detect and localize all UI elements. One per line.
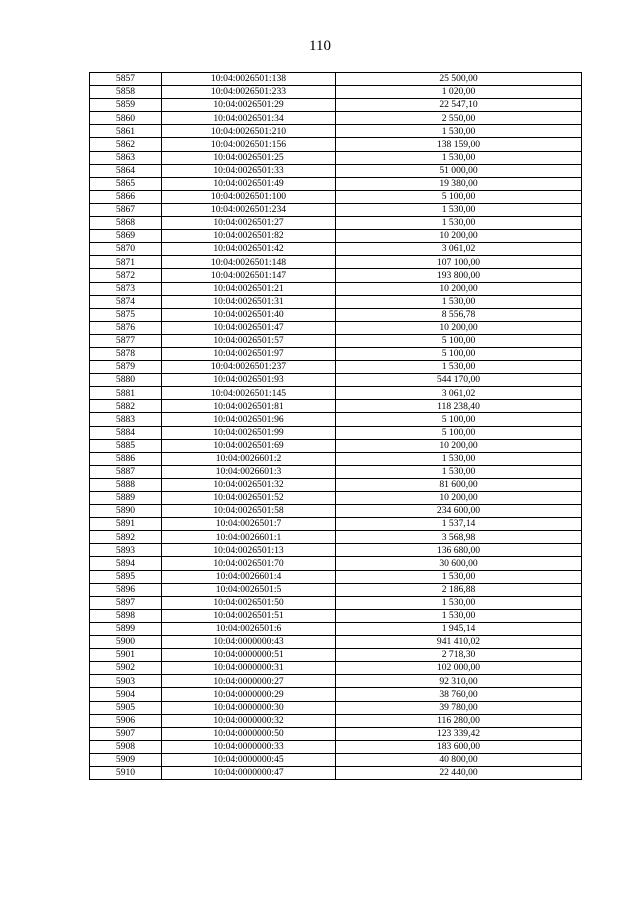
table-row: [90, 740, 582, 753]
cadastral-number-cell: 10:04:0000000:33: [162, 740, 336, 753]
table-row: [90, 86, 582, 99]
table-row: [90, 492, 582, 505]
cadastral-value-cell: 1 530,00: [336, 596, 582, 609]
cadastral-value-cell: 81 600,00: [336, 478, 582, 491]
row-number-cell: 5876: [90, 321, 162, 334]
cadastral-number-cell: 10:04:0026501:69: [162, 439, 336, 452]
cadastral-number-cell: 10:04:0026501:5: [162, 583, 336, 596]
table-row: [90, 439, 582, 452]
table-row: [90, 190, 582, 203]
row-number-cell: 5871: [90, 256, 162, 269]
table-row: [90, 518, 582, 531]
row-number-cell: 5899: [90, 622, 162, 635]
cadastral-value-cell: 2 550,00: [336, 112, 582, 125]
row-number-cell: 5892: [90, 531, 162, 544]
cadastral-value-cell: 193 800,00: [336, 269, 582, 282]
table-row: [90, 230, 582, 243]
cadastral-number-cell: 10:04:0026501:210: [162, 125, 336, 138]
row-number-cell: 5884: [90, 426, 162, 439]
row-number-cell: 5863: [90, 151, 162, 164]
table-row: [90, 675, 582, 688]
row-number-cell: 5894: [90, 557, 162, 570]
table-row: [90, 622, 582, 635]
cadastral-number-cell: 10:04:0026501:99: [162, 426, 336, 439]
row-number-cell: 5902: [90, 662, 162, 675]
table-row: [90, 387, 582, 400]
table-row: [90, 557, 582, 570]
cadastral-value-table: [89, 72, 582, 780]
cadastral-value-cell: 5 100,00: [336, 334, 582, 347]
cadastral-value-cell: 2 186,88: [336, 583, 582, 596]
cadastral-number-cell: 10:04:0026501:27: [162, 217, 336, 230]
cadastral-value-cell: 22 547,10: [336, 99, 582, 112]
cadastral-number-cell: 10:04:0026501:49: [162, 177, 336, 190]
row-number-cell: 5873: [90, 282, 162, 295]
cadastral-number-cell: 10:04:0026501:82: [162, 230, 336, 243]
page-number: 110: [309, 38, 331, 54]
cadastral-value-cell: 138 159,00: [336, 138, 582, 151]
cadastral-number-cell: 10:04:0026501:147: [162, 269, 336, 282]
cadastral-value-cell: 3 061,02: [336, 387, 582, 400]
table-row: [90, 164, 582, 177]
cadastral-number-cell: 10:04:0026501:25: [162, 151, 336, 164]
cadastral-number-cell: 10:04:0026501:93: [162, 374, 336, 387]
cadastral-value-cell: 3 061,02: [336, 243, 582, 256]
row-number-cell: 5861: [90, 125, 162, 138]
cadastral-number-cell: 10:04:0026501:156: [162, 138, 336, 151]
table-row: [90, 243, 582, 256]
cadastral-number-cell: 10:04:0026501:70: [162, 557, 336, 570]
cadastral-number-cell: 10:04:0026501:33: [162, 164, 336, 177]
table-row: [90, 570, 582, 583]
cadastral-number-cell: 10:04:0026601:1: [162, 531, 336, 544]
table-row: [90, 649, 582, 662]
row-number-cell: 5872: [90, 269, 162, 282]
cadastral-value-cell: 10 200,00: [336, 439, 582, 452]
cadastral-value-cell: 5 100,00: [336, 190, 582, 203]
cadastral-value-cell: 25 500,00: [336, 73, 582, 86]
cadastral-number-cell: 10:04:0000000:29: [162, 688, 336, 701]
cadastral-number-cell: 10:04:0026601:4: [162, 570, 336, 583]
cadastral-number-cell: 10:04:0026501:138: [162, 73, 336, 86]
row-number-cell: 5865: [90, 177, 162, 190]
row-number-cell: 5908: [90, 740, 162, 753]
cadastral-value-cell: 136 680,00: [336, 544, 582, 557]
row-number-cell: 5859: [90, 99, 162, 112]
cadastral-value-cell: 183 600,00: [336, 740, 582, 753]
table-body: [90, 73, 582, 780]
row-number-cell: 5867: [90, 203, 162, 216]
table-row: [90, 99, 582, 112]
table-row: [90, 282, 582, 295]
row-number-cell: 5903: [90, 675, 162, 688]
cadastral-value-cell: 1 530,00: [336, 203, 582, 216]
cadastral-number-cell: 10:04:0000000:51: [162, 649, 336, 662]
cadastral-value-cell: 51 000,00: [336, 164, 582, 177]
row-number-cell: 5862: [90, 138, 162, 151]
table-row: [90, 609, 582, 622]
cadastral-value-cell: 3 568,98: [336, 531, 582, 544]
table-row: [90, 714, 582, 727]
table-row: [90, 334, 582, 347]
cadastral-number-cell: 10:04:0026501:21: [162, 282, 336, 295]
cadastral-number-cell: 10:04:0026501:31: [162, 295, 336, 308]
cadastral-number-cell: 10:04:0026501:51: [162, 609, 336, 622]
table-row: [90, 662, 582, 675]
table-row: [90, 753, 582, 766]
table-row: [90, 426, 582, 439]
table-row: [90, 112, 582, 125]
cadastral-value-cell: 544 170,00: [336, 374, 582, 387]
cadastral-value-cell: 1 530,00: [336, 465, 582, 478]
cadastral-number-cell: 10:04:0026501:233: [162, 86, 336, 99]
table-row: [90, 452, 582, 465]
cadastral-number-cell: 10:04:0026501:52: [162, 492, 336, 505]
cadastral-value-cell: 1 537,14: [336, 518, 582, 531]
cadastral-value-cell: 941 410,02: [336, 636, 582, 649]
row-number-cell: 5868: [90, 217, 162, 230]
table-row: [90, 256, 582, 269]
row-number-cell: 5886: [90, 452, 162, 465]
cadastral-number-cell: 10:04:0026501:42: [162, 243, 336, 256]
row-number-cell: 5882: [90, 400, 162, 413]
row-number-cell: 5909: [90, 753, 162, 766]
cadastral-number-cell: 10:04:0000000:50: [162, 727, 336, 740]
cadastral-number-cell: 10:04:0026501:7: [162, 518, 336, 531]
row-number-cell: 5860: [90, 112, 162, 125]
cadastral-number-cell: 10:04:0026501:234: [162, 203, 336, 216]
row-number-cell: 5907: [90, 727, 162, 740]
cadastral-value-cell: 234 600,00: [336, 505, 582, 518]
cadastral-number-cell: 10:04:0026501:47: [162, 321, 336, 334]
row-number-cell: 5866: [90, 190, 162, 203]
row-number-cell: 5885: [90, 439, 162, 452]
row-number-cell: 5874: [90, 295, 162, 308]
cadastral-number-cell: 10:04:0026501:58: [162, 505, 336, 518]
row-number-cell: 5858: [90, 86, 162, 99]
table-row: [90, 269, 582, 282]
row-number-cell: 5901: [90, 649, 162, 662]
cadastral-number-cell: 10:04:0026501:34: [162, 112, 336, 125]
cadastral-value-cell: 5 100,00: [336, 413, 582, 426]
cadastral-value-cell: 2 718,30: [336, 649, 582, 662]
row-number-cell: 5904: [90, 688, 162, 701]
cadastral-value-cell: 10 200,00: [336, 321, 582, 334]
table-row: [90, 636, 582, 649]
cadastral-number-cell: 10:04:0026501:32: [162, 478, 336, 491]
table-row: [90, 583, 582, 596]
table-row: [90, 347, 582, 360]
cadastral-value-cell: 123 339,42: [336, 727, 582, 740]
table-row: [90, 217, 582, 230]
table-row: [90, 203, 582, 216]
table-row: [90, 727, 582, 740]
row-number-cell: 5897: [90, 596, 162, 609]
row-number-cell: 5888: [90, 478, 162, 491]
cadastral-value-cell: 1 530,00: [336, 570, 582, 583]
cadastral-value-cell: 40 800,00: [336, 753, 582, 766]
cadastral-number-cell: 10:04:0000000:27: [162, 675, 336, 688]
cadastral-number-cell: 10:04:0026601:3: [162, 465, 336, 478]
table-row: [90, 125, 582, 138]
cadastral-number-cell: 10:04:0000000:47: [162, 766, 336, 779]
cadastral-number-cell: 10:04:0000000:43: [162, 636, 336, 649]
table-row: [90, 400, 582, 413]
row-number-cell: 5864: [90, 164, 162, 177]
row-number-cell: 5857: [90, 73, 162, 86]
table-row: [90, 688, 582, 701]
row-number-cell: 5877: [90, 334, 162, 347]
row-number-cell: 5879: [90, 361, 162, 374]
cadastral-number-cell: 10:04:0026501:13: [162, 544, 336, 557]
cadastral-value-cell: 1 020,00: [336, 86, 582, 99]
cadastral-number-cell: 10:04:0026501:237: [162, 361, 336, 374]
cadastral-number-cell: 10:04:0026501:97: [162, 347, 336, 360]
cadastral-value-cell: 22 440,00: [336, 766, 582, 779]
row-number-cell: 5889: [90, 492, 162, 505]
cadastral-value-cell: 5 100,00: [336, 426, 582, 439]
row-number-cell: 5881: [90, 387, 162, 400]
row-number-cell: 5887: [90, 465, 162, 478]
cadastral-value-cell: 5 100,00: [336, 347, 582, 360]
cadastral-value-cell: 116 280,00: [336, 714, 582, 727]
cadastral-value-cell: 92 310,00: [336, 675, 582, 688]
cadastral-value-cell: 1 530,00: [336, 217, 582, 230]
cadastral-value-cell: 1 530,00: [336, 452, 582, 465]
cadastral-value-cell: 1 530,00: [336, 151, 582, 164]
cadastral-number-cell: 10:04:0026501:100: [162, 190, 336, 203]
row-number-cell: 5900: [90, 636, 162, 649]
row-number-cell: 5893: [90, 544, 162, 557]
cadastral-value-cell: 118 238,40: [336, 400, 582, 413]
cadastral-value-cell: 102 000,00: [336, 662, 582, 675]
cadastral-number-cell: 10:04:0026501:148: [162, 256, 336, 269]
row-number-cell: 5898: [90, 609, 162, 622]
table-row: [90, 361, 582, 374]
row-number-cell: 5878: [90, 347, 162, 360]
cadastral-value-cell: 10 200,00: [336, 492, 582, 505]
table-row: [90, 321, 582, 334]
cadastral-value-cell: 10 200,00: [336, 230, 582, 243]
table-row: [90, 73, 582, 86]
cadastral-value-cell: 30 600,00: [336, 557, 582, 570]
row-number-cell: 5869: [90, 230, 162, 243]
table-row: [90, 478, 582, 491]
table-row: [90, 701, 582, 714]
row-number-cell: 5870: [90, 243, 162, 256]
row-number-cell: 5910: [90, 766, 162, 779]
table-row: [90, 308, 582, 321]
row-number-cell: 5883: [90, 413, 162, 426]
cadastral-value-cell: 1 530,00: [336, 295, 582, 308]
cadastral-value-cell: 1 945,14: [336, 622, 582, 635]
cadastral-value-cell: 1 530,00: [336, 361, 582, 374]
cadastral-number-cell: 10:04:0026501:50: [162, 596, 336, 609]
table-row: [90, 596, 582, 609]
cadastral-value-cell: 38 760,00: [336, 688, 582, 701]
table-row: [90, 295, 582, 308]
cadastral-number-cell: 10:04:0026501:29: [162, 99, 336, 112]
table-row: [90, 766, 582, 779]
cadastral-number-cell: 10:04:0026501:81: [162, 400, 336, 413]
cadastral-value-cell: 107 100,00: [336, 256, 582, 269]
cadastral-number-cell: 10:04:0000000:45: [162, 753, 336, 766]
cadastral-number-cell: 10:04:0000000:30: [162, 701, 336, 714]
cadastral-number-cell: 10:04:0026501:40: [162, 308, 336, 321]
cadastral-number-cell: 10:04:0026501:145: [162, 387, 336, 400]
row-number-cell: 5896: [90, 583, 162, 596]
cadastral-value-cell: 8 556,78: [336, 308, 582, 321]
table-row: [90, 177, 582, 190]
row-number-cell: 5875: [90, 308, 162, 321]
cadastral-value-cell: 10 200,00: [336, 282, 582, 295]
cadastral-value-cell: 39 780,00: [336, 701, 582, 714]
row-number-cell: 5895: [90, 570, 162, 583]
table-row: [90, 505, 582, 518]
cadastral-number-cell: 10:04:0026501:6: [162, 622, 336, 635]
row-number-cell: 5880: [90, 374, 162, 387]
cadastral-value-cell: 1 530,00: [336, 609, 582, 622]
cadastral-number-cell: 10:04:0026501:96: [162, 413, 336, 426]
row-number-cell: 5905: [90, 701, 162, 714]
cadastral-value-cell: 1 530,00: [336, 125, 582, 138]
cadastral-number-cell: 10:04:0000000:32: [162, 714, 336, 727]
row-number-cell: 5891: [90, 518, 162, 531]
table-row: [90, 413, 582, 426]
table-row: [90, 138, 582, 151]
table-row: [90, 544, 582, 557]
table-row: [90, 531, 582, 544]
row-number-cell: 5890: [90, 505, 162, 518]
cadastral-number-cell: 10:04:0026601:2: [162, 452, 336, 465]
row-number-cell: 5906: [90, 714, 162, 727]
cadastral-number-cell: 10:04:0000000:31: [162, 662, 336, 675]
cadastral-value-cell: 19 380,00: [336, 177, 582, 190]
table-row: [90, 151, 582, 164]
table-row: [90, 374, 582, 387]
table-row: [90, 465, 582, 478]
cadastral-number-cell: 10:04:0026501:57: [162, 334, 336, 347]
